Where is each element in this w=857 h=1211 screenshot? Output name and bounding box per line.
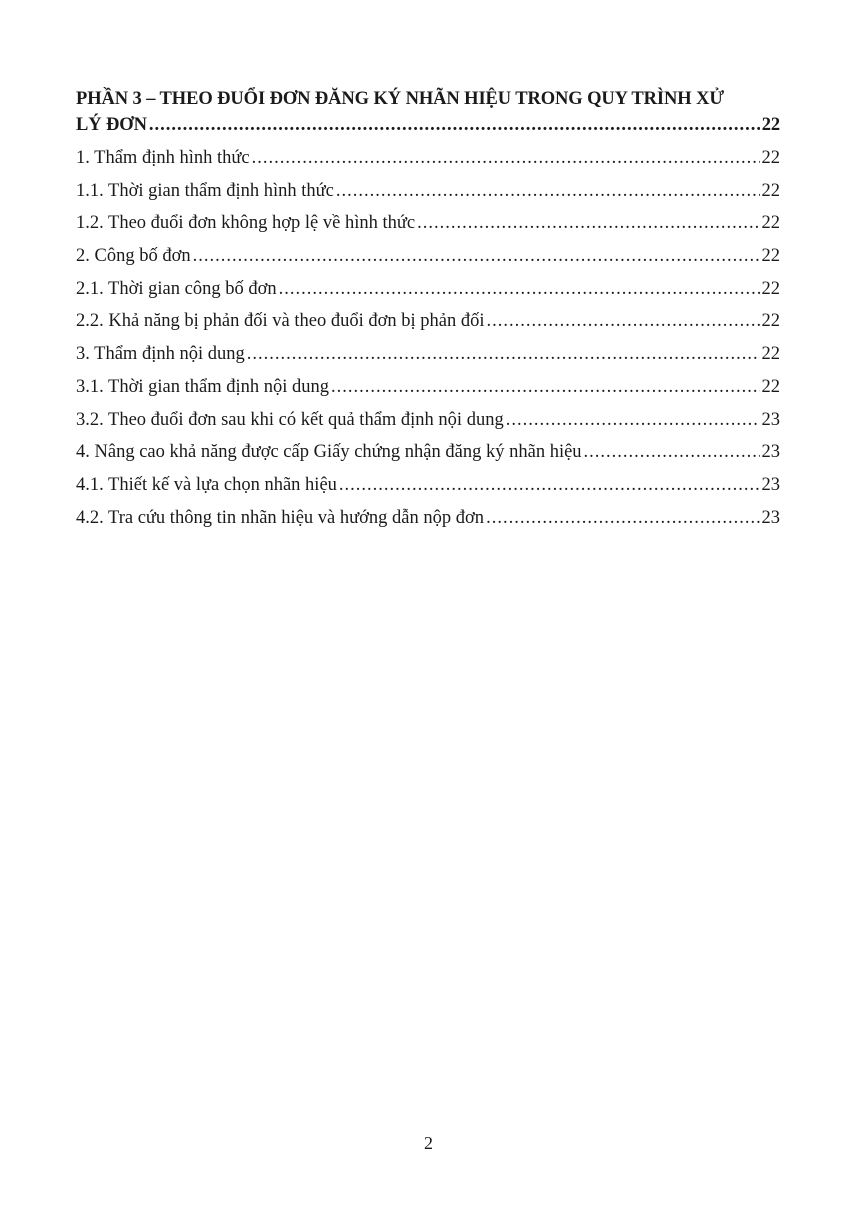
toc-leader-dots <box>331 371 759 404</box>
toc-entry-page: 22 <box>761 376 780 397</box>
toc-entry-title: 4.2. Tra cứu thông tin nhãn hiệu và hướng dẫn nộp đơn <box>76 507 485 528</box>
toc-entry-page: 22 <box>761 311 780 332</box>
toc-entry-title: 2.1. Thời gian công bố đơn <box>76 278 277 299</box>
toc-entry-page: 23 <box>761 409 780 430</box>
toc-entry-title: 2.2. Khả năng bị phản đối và theo đuổi đơn bị phản đối <box>76 311 485 332</box>
page-number-footer: 2 <box>424 1133 433 1153</box>
toc-heading-title-line2: LÝ ĐƠN <box>76 115 147 135</box>
toc-entry-page: 22 <box>761 180 780 201</box>
toc-entry[interactable] <box>76 436 780 469</box>
toc-section-heading[interactable] <box>76 86 780 138</box>
toc-entry-title: 3.2. Theo đuổi đơn sau khi có kết quả thẩm định nội dung <box>76 409 504 430</box>
toc-entry-title: 4. Nâng cao khả năng được cấp Giấy chứng nhận đăng ký nhãn hiệu <box>76 442 582 463</box>
toc-leader-dots <box>417 207 759 240</box>
toc-leader-dots <box>279 273 760 306</box>
toc-entry-title: 2. Công bố đơn <box>76 246 191 267</box>
toc-entry[interactable] <box>76 338 780 371</box>
toc-entry[interactable] <box>76 502 780 535</box>
toc-heading-title-line1: PHẦN 3 – THEO ĐUỔI ĐƠN ĐĂNG KÝ NHÃN HIỆU TRONG QUY TRÌNH XỬ <box>76 89 724 109</box>
toc-entry-title: 1.2. Theo đuổi đơn không hợp lệ về hình thức <box>76 213 416 234</box>
toc-entry-page: 23 <box>761 507 780 528</box>
toc-heading-title-line2-row <box>76 112 780 138</box>
toc-leader-dots <box>193 240 760 273</box>
toc-entry[interactable] <box>76 273 780 306</box>
toc-leader-dots <box>149 112 760 138</box>
toc-leader-dots <box>506 404 760 437</box>
toc-entry-page: 23 <box>761 474 780 495</box>
toc-entry[interactable] <box>76 404 780 437</box>
toc-entry[interactable] <box>76 305 780 338</box>
toc-entry-title: 3. Thẩm định nội dung <box>76 344 245 365</box>
toc-leader-dots <box>486 502 759 535</box>
toc-leader-dots <box>247 338 760 371</box>
toc-leader-dots <box>339 469 760 502</box>
toc-leader-dots <box>487 305 760 338</box>
toc-entry[interactable] <box>76 469 780 502</box>
toc-entry[interactable] <box>76 207 780 240</box>
toc-entry-title: 3.1. Thời gian thẩm định nội dung <box>76 376 330 397</box>
toc-entry[interactable] <box>76 142 780 175</box>
toc-entry-page: 23 <box>761 442 780 463</box>
toc-leader-dots <box>252 142 760 175</box>
toc-leader-dots <box>336 175 760 208</box>
toc-entry[interactable] <box>76 240 780 273</box>
toc-entry-title: 4.1. Thiết kế và lựa chọn nhãn hiệu <box>76 474 337 495</box>
toc-heading-page: 22 <box>761 115 780 135</box>
toc-entry-page: 22 <box>761 246 780 267</box>
toc-entry-page: 22 <box>761 213 780 234</box>
toc-entry-page: 22 <box>761 148 780 168</box>
toc-entry-title: 1.1. Thời gian thẩm định hình thức <box>76 180 334 201</box>
toc-entry[interactable] <box>76 371 780 404</box>
table-of-contents <box>76 86 780 534</box>
toc-entry-page: 22 <box>761 278 780 299</box>
toc-entry[interactable] <box>76 175 780 208</box>
toc-entry-page: 22 <box>761 344 780 365</box>
toc-entry-title: 1. Thẩm định hình thức <box>76 148 250 168</box>
toc-leader-dots <box>584 436 760 469</box>
